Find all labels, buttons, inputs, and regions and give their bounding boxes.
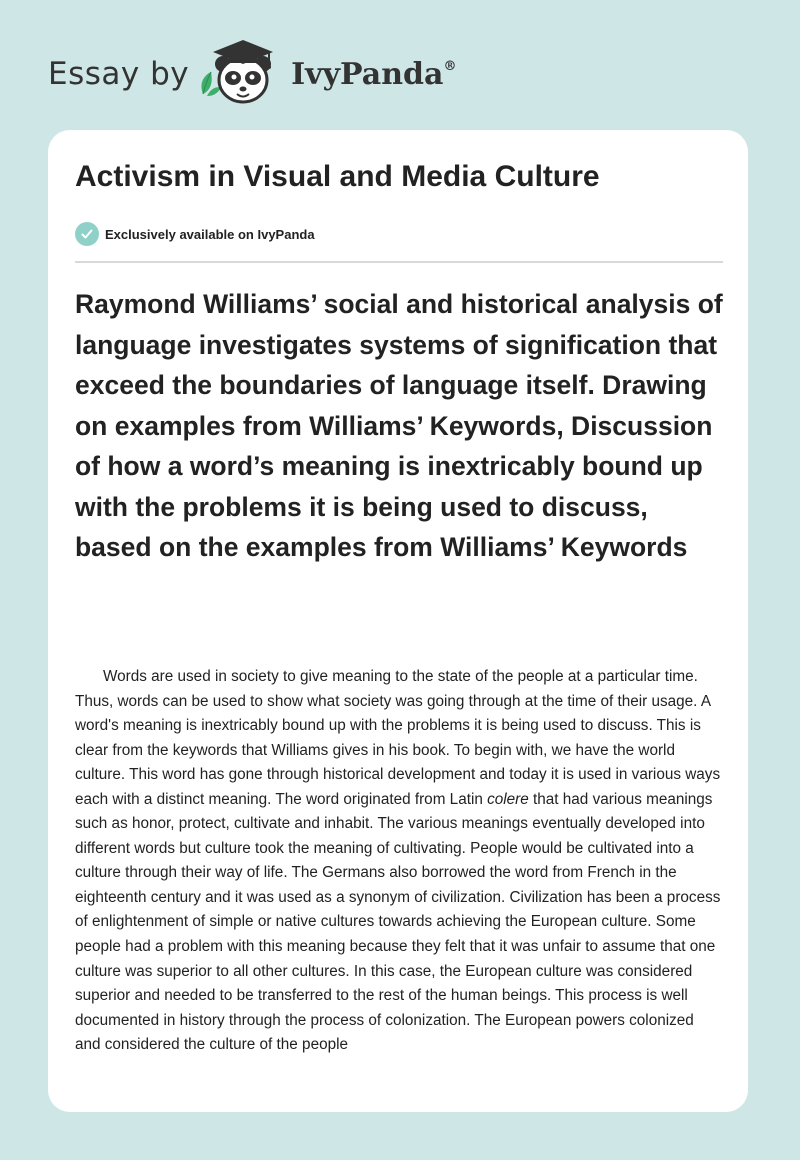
brand-text: IvyPanda	[291, 56, 444, 92]
divider	[75, 261, 723, 263]
essay-card	[48, 130, 748, 1112]
registered-mark: ®	[443, 58, 457, 74]
brand-name[interactable]	[291, 57, 456, 92]
body-text-italic-term: colere	[487, 790, 529, 808]
body-text-part-2: that had various meanings such as honor, protect, cultivate and inhabit. The various meanings eventually developed into different words but culture took the meaning of cultivating. People would be cultivated into a culture through their way of life. The Germans also borrowed the word from French in the eighteenth century and it was used as a synonym of civilization. Civilization has been a process of enlightenment of simple or native cultures towards achieving the European culture. Some people had a problem with this meaning because they felt that it was unfair to assume that one culture was superior to all other cultures. In this case, the European culture was considered superior and needed to be transferred to the rest of the human beings. This process is well documented in history through the process of colonization. The European powers colonized and considered the culture of the people	[75, 790, 721, 1054]
panda-with-graduation-cap-icon	[197, 36, 287, 108]
body-text-part-1: Words are used in society to give meaning to the state of the people at a particular time. Thus, words can be used to show what society was going through at the time of their usage. A word's meaning is inextricably bound up with the problems it is being used to discuss. This is clear from the keywords that Williams gives in his book. To begin with, we have the world culture. This word has gone through historical development and today it is used in various ways each with a distinct meaning. The word originated from Latin	[75, 668, 721, 808]
site-header	[48, 34, 456, 114]
exclusive-badge	[75, 222, 315, 246]
exclusive-badge-label: Exclusively available on IvyPanda	[105, 226, 315, 242]
essay-body-paragraph	[75, 665, 723, 1058]
check-circle-icon	[75, 222, 99, 246]
essay-prompt-heading: Raymond Williams’ social and historical analysis of language investigates systems of signification that exceed the boundaries of language itself. Drawing on examples from Williams’ Keywords, Discussion of how a word’s meaning is inextricably bound up with the problems it is being used to discuss, based on the examples from Williams’ Keywords	[75, 289, 723, 562]
essay-title: Activism in Visual and Media Culture	[75, 160, 600, 193]
panda-logo-icon[interactable]	[189, 36, 291, 113]
essay-by-label: Essay by	[48, 56, 190, 92]
